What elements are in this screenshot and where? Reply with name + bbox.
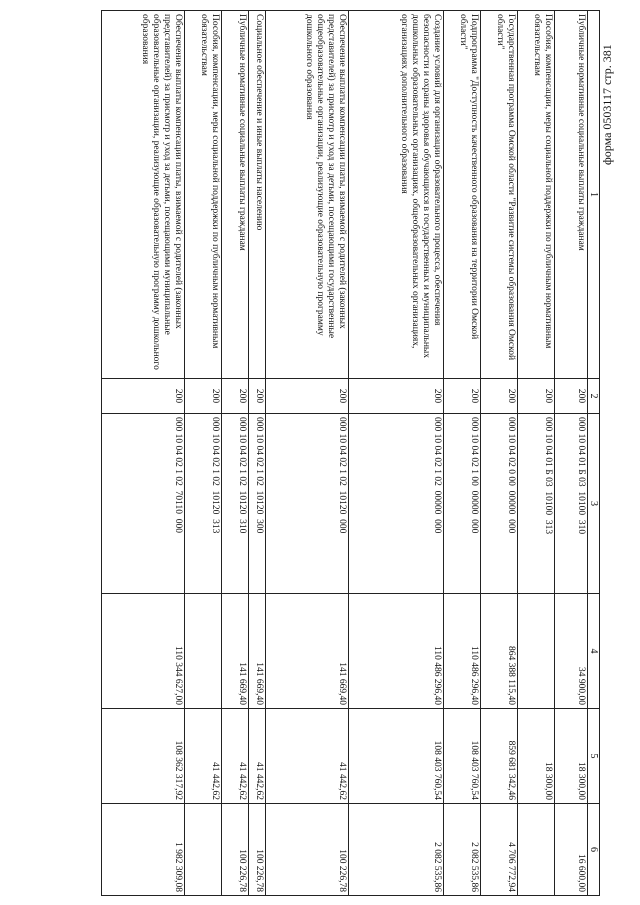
approved-amount-cell: 110 486 296,40 bbox=[444, 594, 481, 709]
table-row bbox=[185, 11, 222, 896]
unexecuted-amount-cell: 100 226,78 bbox=[249, 804, 266, 896]
line-code-cell: 200 bbox=[444, 379, 481, 414]
row-name-cell: Социальное обеспечение и иные выплаты населению bbox=[249, 11, 266, 379]
column-number: 4 bbox=[588, 594, 600, 709]
line-code-cell: 200 bbox=[185, 379, 222, 414]
executed-amount-cell: 108 362 317,92 bbox=[102, 709, 185, 804]
line-code-cell: 200 bbox=[555, 379, 588, 414]
executed-amount-cell: 41 442,62 bbox=[222, 709, 249, 804]
budget-classification-code-cell: 000 10 04 02 1 02 10120 000 bbox=[266, 414, 349, 594]
report-page bbox=[76, 10, 600, 895]
approved-amount-cell bbox=[518, 594, 555, 709]
unexecuted-amount-cell: 100 226,78 bbox=[222, 804, 249, 896]
line-code-cell: 200 bbox=[266, 379, 349, 414]
unexecuted-amount-cell: 4 706 772,94 bbox=[481, 804, 518, 896]
budget-classification-code-cell: 000 10 04 02 1 02 10120 313 bbox=[185, 414, 222, 594]
line-code-cell: 200 bbox=[518, 379, 555, 414]
row-name-cell: Публичные нормативные социальные выплаты гражданам bbox=[555, 11, 588, 379]
budget-classification-code-cell: 000 10 04 02 1 02 10120 300 bbox=[249, 414, 266, 594]
line-code-cell: 200 bbox=[102, 379, 185, 414]
line-code-cell: 200 bbox=[481, 379, 518, 414]
unexecuted-amount-cell: 16 600,00 bbox=[555, 804, 588, 896]
unexecuted-amount-cell bbox=[518, 804, 555, 896]
column-number: 6 bbox=[588, 804, 600, 896]
table-row bbox=[222, 11, 249, 896]
table-row bbox=[102, 11, 185, 896]
executed-amount-cell: 41 442,62 bbox=[185, 709, 222, 804]
executed-amount-cell: 859 681 342,46 bbox=[481, 709, 518, 804]
form-label: форма 0503117 стр. 381 bbox=[600, 44, 614, 165]
column-number-row bbox=[588, 11, 600, 896]
executed-amount-cell: 18 300,00 bbox=[555, 709, 588, 804]
row-name-cell: Подпрограмма "Доступность качественного образования на территории Омской области" bbox=[444, 11, 481, 379]
table-row bbox=[518, 11, 555, 896]
approved-amount-cell: 141 669,40 bbox=[266, 594, 349, 709]
unexecuted-amount-cell bbox=[185, 804, 222, 896]
unexecuted-amount-cell: 1 982 309,08 bbox=[102, 804, 185, 896]
table-row bbox=[266, 11, 349, 896]
line-code-cell: 200 bbox=[222, 379, 249, 414]
unexecuted-amount-cell: 2 082 535,86 bbox=[349, 804, 444, 896]
line-code-cell: 200 bbox=[249, 379, 266, 414]
approved-amount-cell: 864 388 115,40 bbox=[481, 594, 518, 709]
budget-classification-code-cell: 000 10 04 02 1 02 00000 000 bbox=[349, 414, 444, 594]
budget-execution-table bbox=[101, 10, 600, 896]
row-name-cell: Создание условий для организации образовательного процесса, обеспечения безопасности и охраны здоровья обучающихся в государственных и муниципальных дошкольных образовательных организациях, общеобразовательных организациях, организациях дополнительного образования bbox=[349, 11, 444, 379]
row-name-cell: Публичные нормативные социальные выплаты гражданам bbox=[222, 11, 249, 379]
approved-amount-cell bbox=[185, 594, 222, 709]
approved-amount-cell: 141 669,40 bbox=[222, 594, 249, 709]
budget-classification-code-cell: 000 10 04 01 Б 03 10100 310 bbox=[555, 414, 588, 594]
table-row bbox=[249, 11, 266, 896]
table-row bbox=[444, 11, 481, 896]
budget-classification-code-cell: 000 10 04 02 1 02 10120 310 bbox=[222, 414, 249, 594]
approved-amount-cell: 110 486 296,40 bbox=[349, 594, 444, 709]
executed-amount-cell: 108 403 760,54 bbox=[444, 709, 481, 804]
executed-amount-cell: 41 442,62 bbox=[249, 709, 266, 804]
budget-classification-code-cell: 000 10 04 02 0 00 00000 000 bbox=[481, 414, 518, 594]
approved-amount-cell: 34 900,00 bbox=[555, 594, 588, 709]
line-code-cell: 200 bbox=[349, 379, 444, 414]
approved-amount-cell: 110 344 627,00 bbox=[102, 594, 185, 709]
budget-classification-code-cell: 000 10 04 02 1 00 00000 000 bbox=[444, 414, 481, 594]
row-name-cell: Обеспечение выплаты компенсации платы, взимаемой с родителей (законных представителей) за присмотр и уход за детьми, посещающими муниципальные образовательные организации, реализующие образовательную программу дошкольного образования bbox=[102, 11, 185, 379]
column-number: 2 bbox=[588, 379, 600, 414]
row-name-cell: Пособия, компенсации, меры социальной поддержки по публичным нормативным обязательствам bbox=[185, 11, 222, 379]
executed-amount-cell: 41 442,62 bbox=[266, 709, 349, 804]
row-name-cell: Государственная программа Омской области "Развитие системы образования Омской области" bbox=[481, 11, 518, 379]
table-row bbox=[555, 11, 588, 896]
column-number: 5 bbox=[588, 709, 600, 804]
approved-amount-cell: 141 669,40 bbox=[249, 594, 266, 709]
column-number: 3 bbox=[588, 414, 600, 594]
executed-amount-cell: 108 403 760,54 bbox=[349, 709, 444, 804]
row-name-cell: Обеспечение выплаты компенсации платы, взимаемой с родителей (законных представителей) за присмотр и уход за детьми, посещающими государственные общеобразовательные организации, реализующие образовательную программу дошкольного образования bbox=[266, 11, 349, 379]
budget-classification-code-cell: 000 10 04 01 Б 03 10100 313 bbox=[518, 414, 555, 594]
row-name-cell: Пособия, компенсации, меры социальной поддержки по публичным нормативным обязательствам bbox=[518, 11, 555, 379]
budget-classification-code-cell: 000 10 04 02 1 02 70110 000 bbox=[102, 414, 185, 594]
table-row bbox=[349, 11, 444, 896]
table-row bbox=[481, 11, 518, 896]
executed-amount-cell: 18 300,00 bbox=[518, 709, 555, 804]
column-number: 1 bbox=[588, 11, 600, 379]
unexecuted-amount-cell: 2 082 535,86 bbox=[444, 804, 481, 896]
unexecuted-amount-cell: 100 226,78 bbox=[266, 804, 349, 896]
